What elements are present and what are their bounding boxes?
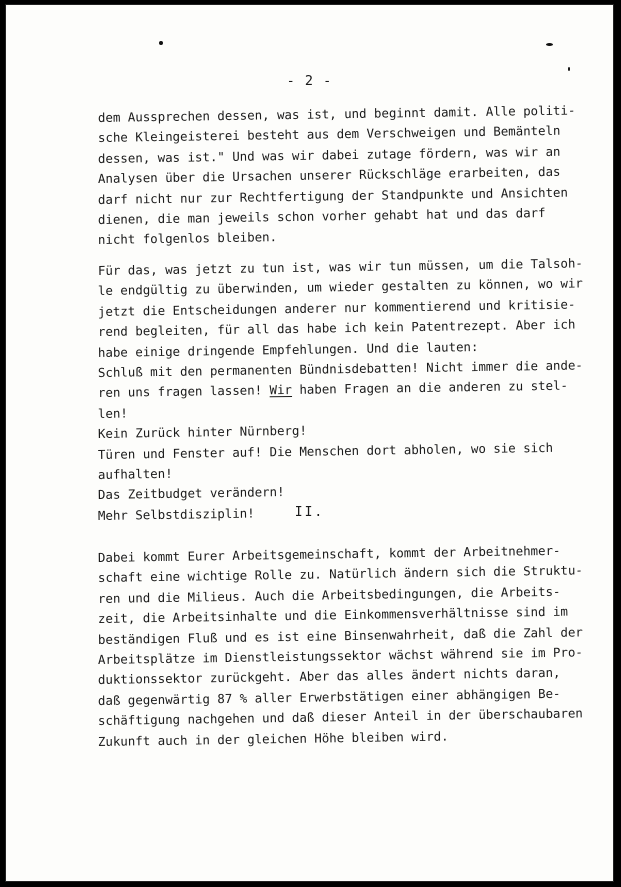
scan-speck [568,67,570,71]
text-fragment: ren uns fragen lassen! [97,382,270,401]
text-line: duktionssektor zurückgeht. Aber das alles ändert nichts daran, [97,665,561,688]
scan-speck [159,41,163,45]
text-line: Dabei kommt Eurer Arbeitsgemeinschaft, kommt der Arbeitnehmer- [97,542,561,565]
text-line: sche Kleingeisterei besteht aus dem Verschweigen und Bemänteln [97,123,561,146]
text-line: beständigen Fluß und es ist eine Binsenwahrheit, daß die Zahl der [97,624,583,647]
text-line: darf nicht nur zur Rechtfertigung der Standpunkte und Ansichten [97,184,569,207]
text-line: schäftigung nachgehen und daß dieser Anteil in der überschaubaren [97,705,583,729]
text-line: Analysen über die Ursachen unserer Rückschläge erarbeiten, das [97,163,561,187]
text-line: dienen, die man jeweils schon vorher gehabt hat und das darf [97,205,546,228]
paragraph-1 [97,102,588,251]
paragraph-2 [97,255,588,526]
text-line: Zukunft auch in der gleichen Höhe bleiben wird. [97,728,449,749]
text-line: rend begleiten, für all das habe ich kein Patentrezept. Aber ich [97,316,576,340]
text-line: Schluß mit den permanenten Bündnisdebatten! Nicht immer die ande- [97,357,583,381]
text-line: dessen, was ist." Und was wir dabei zutage fördern, was wir an [97,143,561,166]
text-line: daß gegenwärtig 87 % aller Erwerbstätigen einer abhängigen Be- [97,685,561,708]
text-line: len! [97,405,128,421]
text-line: Arbeitsplätze im Dienstleistungssektor wächst während sie im Pro- [97,644,583,668]
scan-speck [546,43,553,46]
text-line: aufhalten! [97,465,173,483]
text-line: schaft eine wichtige Rolle zu. Natürlich ändern sich die Struktu- [97,562,583,586]
text-fragment: haben Fragen an die anderen zu stel- [291,378,569,398]
text-line: jetzt die Entscheidungen anderer nur kommentierend und kritisie- [97,296,576,319]
text-line: Türen und Fenster auf! Die Menschen dort abholen, wo sie sich [97,439,554,462]
text-line: Mehr Selbstdisziplin! [97,505,255,523]
text-line: nicht folgenlos bleiben. [97,229,278,248]
paragraph-3 [97,542,588,752]
text-line: Für das, was jetzt zu tun ist, was wir tun müssen, um die Talsoh- [97,255,583,278]
text-line: habe einige dringende Empfehlungen. Und die lauten: [97,338,479,360]
text-line: Kein Zurück hinter Nürnberg! [97,422,307,442]
text-line: dem Aussprechen dessen, was ist, und beginnt damit. Alle politi- [97,102,576,125]
underlined-word: Wir [269,382,293,398]
document-page [5,4,614,882]
text-line: zeit, die Arbeitsinhalte und die Einkommensverhältnisse sind im [97,603,569,627]
text-line: ren und die Milieus. Auch die Arbeitsbedingungen, die Arbeits- [97,583,561,606]
section-number: II. [294,505,325,520]
text-line: Das Zeitbudget verändern! [97,484,285,503]
text-line: le endgültig zu überwinden, um wieder gestalten zu können, wo wir [97,275,583,299]
page-number: - 2 - [286,73,333,89]
